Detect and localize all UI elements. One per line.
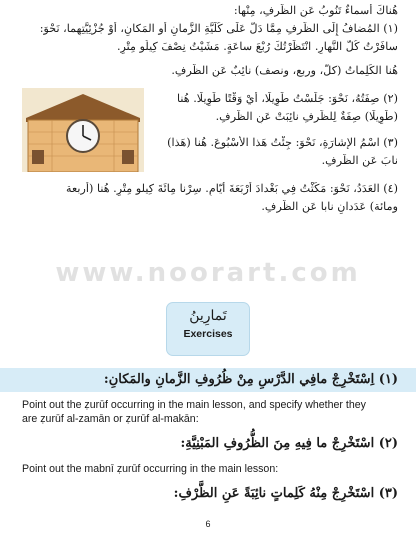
item-3-line-1: (٣) اسْمُ الإشارَةِ، نَحْوَ: جِئْتُ هَذا الأُسْبُوعَ. هُنا (هَذا) bbox=[167, 136, 398, 149]
item-2-line-2: (طَوِيلًا) صِفَةٌ لِلظَّرفِ نائِبَتْ عَنِ الظَّرفِ. bbox=[215, 110, 398, 123]
item-1-line-3: هُنا الكَلِماتُ (كلّ، وربع، ونصف) نائِبٌ عَنِ الظَّرفِ. bbox=[171, 64, 398, 77]
exercises-title-english: Exercises bbox=[183, 328, 233, 340]
exercise-1-band bbox=[0, 368, 416, 392]
item-2-line-1: (٢) صِفَتُهُ، نَحْوَ: جَلَسْتُ طَوِيلًا، أَيْ وَقْتًا طَوِيلًا. هُنا bbox=[176, 92, 398, 105]
item-4-line-2: ومائة) عَدَدانِ نابا عَنِ الظَّرفِ. bbox=[261, 200, 398, 213]
watermark: www.noorart.com bbox=[55, 258, 361, 288]
exercise-1-arabic: (١) اِسْتَخْرِجْ مافِي الدَّرْسِ مِنْ ظُرُوفِ الزَّمانِ والمَكانِ: bbox=[103, 372, 398, 387]
page-number: 6 bbox=[205, 519, 211, 529]
exercise-1-english-line-1: Point out the ẓurūf occurring in the main lesson, and specify whether they bbox=[22, 399, 366, 411]
item-1-line-2: سافَرْتُ كُلَّ النَّهارِ. انْتَظَرْتُكَ رُبْعَ ساعَةٍ. مَشَيْتُ نِصْفَ كِيلُو مِتْرٍ. bbox=[116, 40, 398, 53]
item-1-line-1: (١) المُضافُ إِلَى الظَّرفِ مِمَّا دَلَّ عَلَى كُلِّيَّةِ الزَّمانِ أو المَكانِ، أوْ جُزْئِيَّتِهِما، نَحْوَ: bbox=[39, 22, 398, 35]
item-3-line-2: نابَ عَنِ الظَّرفِ. bbox=[321, 154, 398, 167]
exercise-1-english-line-2: are ẓurūf al-zamān or ẓurūf al-makān: bbox=[22, 413, 199, 425]
item-4-line-1: (٤) العَدَدُ، نَحْوَ: مَكَثْتُ فِي بَغْدادَ أَرْبَعَةَ أَيّامٍ. سِرْنا مِائَةَ كِيلو مِتْرٍ. هُنا (أربعة bbox=[66, 182, 398, 195]
exercise-3-arabic: (٣) اسْتَخْرِجْ مِنْهُ كَلِماتٍ نائِبَةً عَنِ الظَّرْفِ: bbox=[173, 486, 398, 501]
intro-text: هُناكَ أسماءٌ تَنُوبُ عَنِ الظَّرفِ، مِنْها: bbox=[233, 4, 398, 17]
exercises-title-arabic: تَمارِينُ bbox=[189, 308, 227, 324]
exercise-2-english-line-1: Point out the mabnī ẓurūf occurring in the main lesson: bbox=[22, 463, 279, 475]
exercise-2-arabic: (٢) اسْتَخْرِجْ ما فِيهِ مِنَ الظُّرُوفِ المَبْنِيَّةِ: bbox=[180, 436, 398, 451]
exercises-badge bbox=[166, 302, 250, 356]
clock-tower-building-icon bbox=[22, 88, 144, 172]
